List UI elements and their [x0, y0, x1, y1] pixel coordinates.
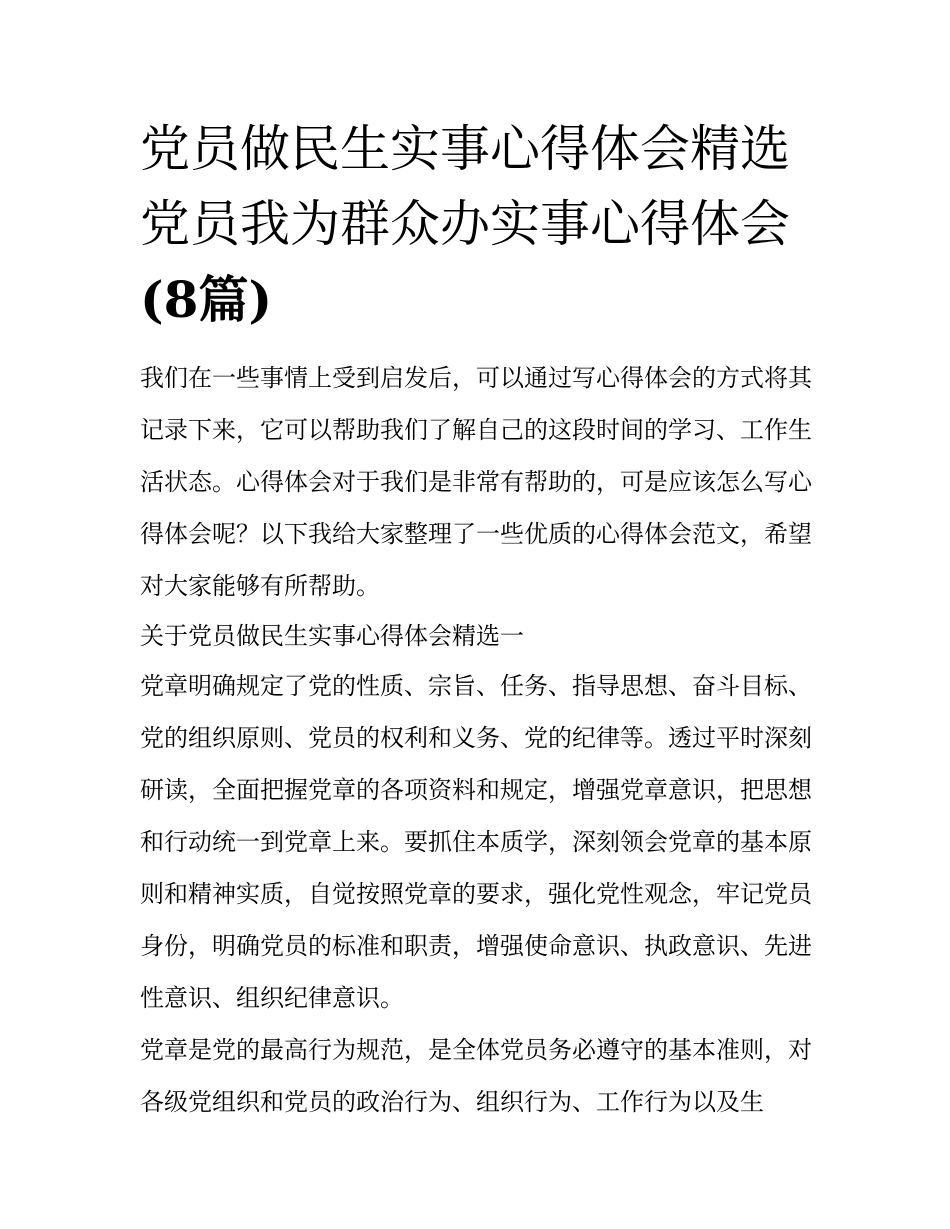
- intro-paragraph: 我们在一些事情上受到启发后，可以通过写心得体会的方式将其记录下来，它可以帮助我们了解自己的这段时间的学习、工作生活状态。心得体会对于我们是非常有帮助的，可是应该怎么写心得体会呢？以下我给大家整理了一些优质的心得体会范文，希望对大家能够有所帮助。: [140, 364, 812, 600]
- title-line-1: 党员做民生实事心得体会精选: [140, 120, 790, 178]
- section-heading: 关于党员做民生实事心得体会精选一: [140, 622, 524, 650]
- document-title: [140, 112, 820, 337]
- title-line-2: 党员我为群众办实事心得体会: [140, 195, 790, 253]
- title-line-3: (8篇): [140, 270, 273, 329]
- body-paragraph: 党章是党的最高行为规范，是全体党员务必遵守的基本准则，对各级党组织和党员的政治行为、组织行为、工作行为以及生: [140, 1036, 812, 1116]
- document-body: [140, 352, 820, 1128]
- body-paragraph: 党章明确规定了党的性质、宗旨、任务、指导思想、奋斗目标、党的组织原则、党员的权利和义务、党的纪律等。透过平时深刻研读，全面把握党章的各项资料和规定，增强党章意识，把思想和行动统一到党章上来。要抓住本质学，深刻领会党章的基本原则和精神实质，自觉按照党章的要求，强化党性观念，牢记党员身份，明确党员的标准和职责，增强使命意识、执政意识、先进性意识、组织纪律意识。: [140, 672, 812, 1012]
